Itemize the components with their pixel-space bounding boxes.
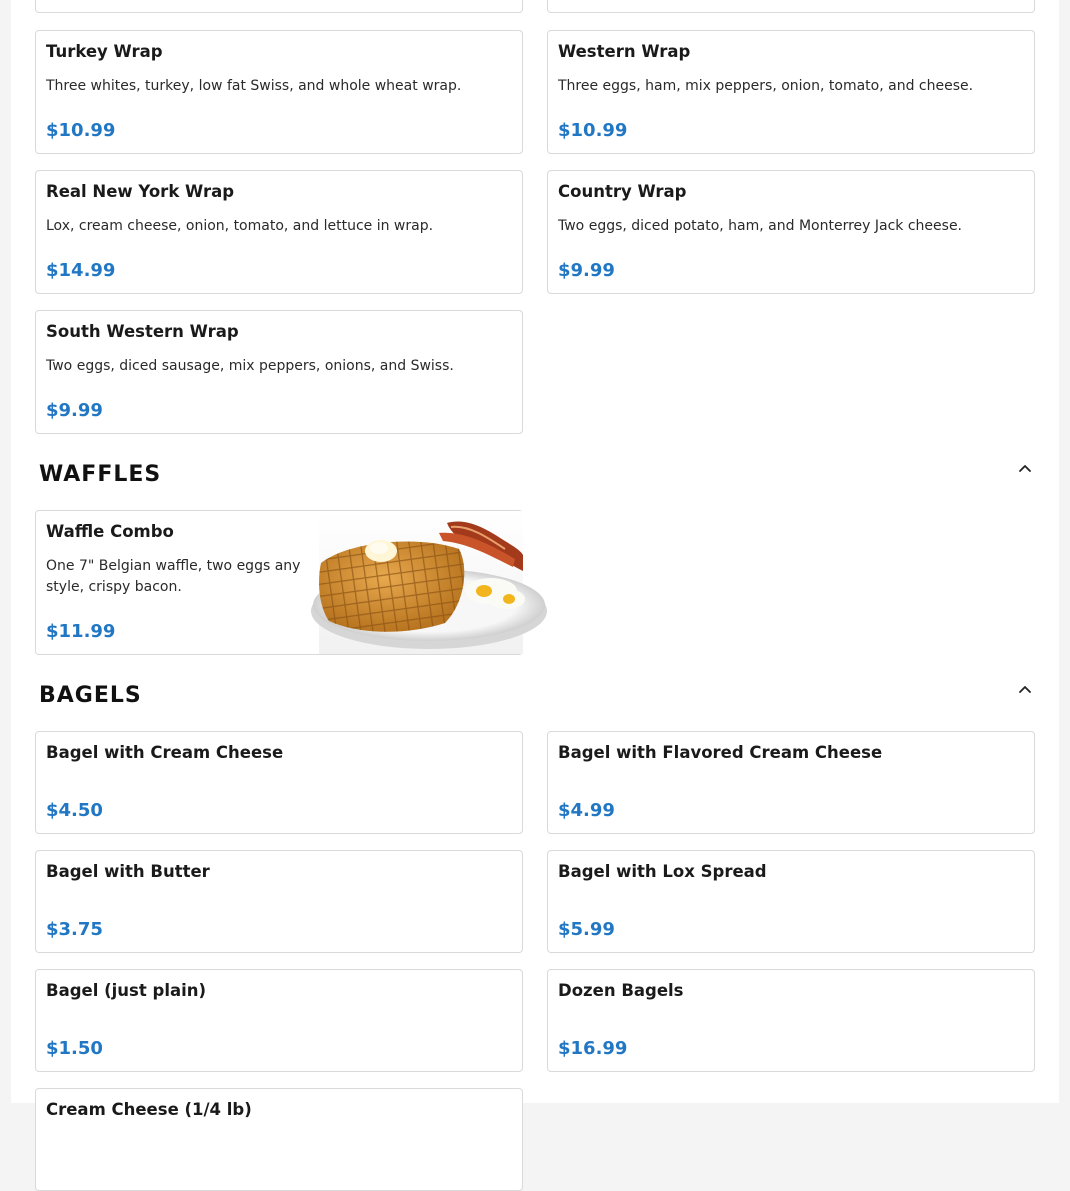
menu-item-card[interactable]	[547, 170, 1035, 294]
menu-item-card[interactable]	[547, 0, 1035, 13]
menu-item-card[interactable]	[35, 969, 523, 1072]
item-name: Turkey Wrap	[46, 42, 163, 61]
section-title-bagels: BAGELS	[39, 683, 142, 708]
menu-item-card[interactable]	[547, 969, 1035, 1072]
item-name: Cream Cheese (1/4 lb)	[46, 1100, 252, 1119]
item-description: One 7" Belgian waffle, two eggs any style, crispy bacon.	[46, 558, 301, 595]
item-price: $11.99	[46, 621, 116, 642]
menu-item-card[interactable]	[35, 1088, 523, 1191]
item-price: $9.99	[46, 400, 103, 421]
chevron-up-icon[interactable]	[1017, 460, 1033, 476]
item-description: Lox, cream cheese, onion, tomato, and lettuce in wrap.	[46, 218, 434, 234]
item-name: Dozen Bagels	[558, 981, 684, 1000]
item-name: Country Wrap	[558, 182, 687, 201]
item-description: Two eggs, diced sausage, mix peppers, onions, and Swiss.	[46, 358, 454, 374]
item-description: Two eggs, diced potato, ham, and Monterrey Jack cheese.	[558, 218, 963, 234]
menu-item-card[interactable]	[35, 310, 523, 434]
menu-item-card[interactable]	[547, 850, 1035, 953]
item-price: $10.99	[558, 120, 628, 141]
menu-item-card[interactable]	[35, 170, 523, 294]
item-name: Bagel (just plain)	[46, 981, 207, 1000]
item-name: Bagel with Butter	[46, 862, 210, 881]
item-price: $10.99	[46, 120, 116, 141]
item-description: Three whites, turkey, low fat Swiss, and whole wheat wrap.	[46, 78, 462, 94]
item-name: South Western Wrap	[46, 322, 239, 341]
item-price: $5.99	[558, 919, 615, 940]
menu-item-card[interactable]	[547, 731, 1035, 834]
item-name: Waffle Combo	[46, 522, 174, 541]
item-price: $4.99	[558, 800, 615, 821]
item-name: Real New York Wrap	[46, 182, 235, 201]
item-price: $3.75	[46, 919, 103, 940]
item-description: Three eggs, ham, mix peppers, onion, tomato, and cheese.	[558, 78, 974, 94]
menu-item-card[interactable]	[35, 0, 523, 13]
item-price: $14.99	[46, 260, 116, 281]
menu-item-card[interactable]	[35, 30, 523, 154]
chevron-up-icon[interactable]	[1017, 681, 1033, 697]
menu-item-card[interactable]	[35, 850, 523, 953]
item-price: $16.99	[558, 1038, 628, 1059]
menu-item-card[interactable]	[35, 731, 523, 834]
menu-item-card[interactable]	[547, 30, 1035, 154]
item-price: $9.99	[558, 260, 615, 281]
item-price: $1.50	[46, 1038, 103, 1059]
item-name: Bagel with Flavored Cream Cheese	[558, 743, 883, 762]
item-name: Western Wrap	[558, 42, 691, 61]
item-name: Bagel with Cream Cheese	[46, 743, 284, 762]
item-price: $4.50	[46, 800, 103, 821]
waffle-combo-photo	[319, 511, 523, 654]
item-name: Bagel with Lox Spread	[558, 862, 767, 881]
menu-item-card[interactable]	[35, 510, 523, 655]
section-title-waffles: WAFFLES	[39, 462, 162, 487]
menu-page	[11, 0, 1059, 1119]
